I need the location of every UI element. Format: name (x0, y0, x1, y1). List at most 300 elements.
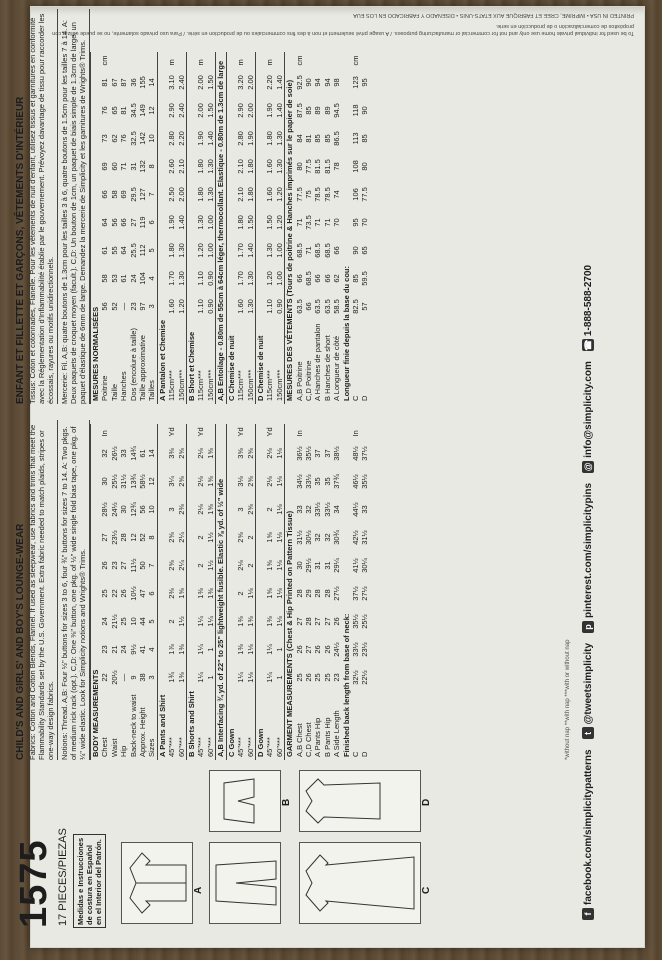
unit: m (236, 59, 246, 66)
cell-value: 1.90 (167, 215, 177, 230)
row-label: D (360, 751, 370, 757)
cell-value: 35 (322, 477, 332, 486)
cell-value: 2¼ (176, 560, 186, 571)
cell-value: 1¼ (265, 644, 275, 655)
cell-value: 14¾ (128, 446, 138, 461)
yardage-row (167, 52, 176, 404)
twitter-link[interactable]: t@tweetsimplicity (582, 643, 594, 739)
cell-value: 77.5 (294, 187, 304, 202)
cell-value: 2.10 (236, 159, 246, 174)
cell-value: 1.00 (205, 243, 215, 258)
unit: m (167, 59, 177, 66)
yardage-row (236, 52, 245, 404)
cell-value: 1 (205, 647, 215, 652)
unit (110, 424, 119, 439)
cell-value: 1⅝ (265, 532, 275, 543)
cell-value: 62 (109, 134, 119, 143)
figure-c-gown-drawing (299, 842, 421, 924)
cell-value: 82.5 (350, 299, 360, 314)
cell-value: 46½ (350, 474, 360, 489)
finished-length-row (351, 424, 360, 760)
cell-value: 10 (147, 505, 157, 514)
cell-value: 71 (313, 218, 323, 227)
cell-value: 29¼ (332, 558, 342, 573)
cell-value: 6 (147, 591, 157, 596)
unit: In (294, 430, 304, 437)
row-label: 60"*** (245, 737, 255, 757)
cell-value: 2.80 (167, 131, 177, 146)
cell-value: 37½ (360, 446, 370, 461)
cell-value: 59.5 (360, 271, 370, 286)
unit: cm (100, 55, 110, 66)
unit (304, 424, 313, 439)
cell-value: 37 (322, 449, 332, 458)
cell-value: 63.5 (322, 299, 332, 314)
cell-value: 85 (313, 134, 323, 143)
cell-value: 2.50 (167, 187, 177, 202)
row-label: 45"*** (196, 737, 206, 757)
cell-value: 2 (265, 507, 275, 512)
cell-value: 28 (119, 533, 129, 542)
cell-value: 94 (322, 78, 332, 87)
cell-value: 1⅜ (245, 616, 255, 627)
cell-value: 37¾ (332, 474, 342, 489)
cell-value: 97 (138, 302, 148, 311)
cell-value: 38 (138, 673, 148, 682)
cell-value: 74 (332, 190, 342, 199)
cell-value: 12 (147, 477, 157, 486)
cell-value: 1.80 (265, 131, 275, 146)
body-measurement-row (100, 52, 109, 404)
cell-value: 26 (119, 589, 129, 598)
cell-value: 44½ (350, 502, 360, 517)
cell-value: 1⅛ (274, 532, 284, 543)
row-label: D (360, 395, 370, 401)
cell-value: 26 (100, 561, 110, 570)
cell-value: 71 (303, 246, 313, 255)
cell-value: 23½ (109, 530, 119, 545)
cell-value: 2.10 (236, 187, 246, 202)
cell-value: 71 (119, 162, 129, 171)
cell-value: 1.30 (265, 243, 275, 258)
yardage-row (177, 52, 187, 404)
cell-value: 1.30 (205, 159, 215, 174)
cell-value: 33½ (322, 502, 332, 517)
cell-value: 32 (313, 533, 323, 542)
cell-value: 48½ (350, 446, 360, 461)
cell-value: 81.5 (322, 159, 332, 174)
cell-value: 26 (303, 673, 313, 682)
cell-value: 1.30 (274, 159, 284, 174)
cell-value: 11½ (128, 558, 138, 573)
cell-value: 1⅜ (236, 644, 246, 655)
cell-value: 64 (100, 218, 110, 227)
cell-value: 65 (360, 246, 370, 255)
cell-value: 26 (332, 617, 342, 626)
cell-value: 37½ (350, 586, 360, 601)
cell-value: 1.10 (196, 299, 206, 314)
cell-value: 1⅞ (167, 644, 177, 655)
row-label: B Pants Hip (322, 717, 332, 757)
cell-value: 21½ (109, 614, 119, 629)
cell-value: 3⅜ (167, 448, 177, 459)
cell-value: 1.80 (236, 215, 246, 230)
cell-value: 1.60 (167, 299, 177, 314)
cell-value: 26 (294, 645, 304, 654)
body-measurement-row (129, 52, 138, 404)
cell-value: 47 (138, 589, 148, 598)
yardage-row (206, 424, 216, 760)
cell-value: 92.5 (294, 75, 304, 90)
cell-value: 32.5 (128, 131, 138, 146)
cell-value: 30¼ (360, 558, 370, 573)
cell-value: 106 (350, 188, 360, 201)
cell-value: 3.20 (236, 75, 246, 90)
cell-value: 2.00 (245, 103, 255, 118)
garment-measurements-title: GARMENT MEASUREMENTS (Chest & Hip Printed on Pattern Tissue) (285, 424, 295, 760)
cell-value: 29.5 (128, 187, 138, 202)
cell-value: 1.90 (265, 103, 275, 118)
cell-value: 1.60 (236, 299, 246, 314)
cell-value: 30 (294, 561, 304, 570)
cell-value: 3 (167, 507, 177, 512)
finished-length-title: Finished back length from base of neck: (341, 613, 351, 757)
french-measurements-table (90, 52, 370, 404)
english-section (15, 420, 370, 760)
finished-length-row (351, 52, 360, 404)
cell-value: 68.5 (303, 271, 313, 286)
body-measurement-row (100, 424, 109, 760)
cell-value: 25½ (360, 614, 370, 629)
cell-value: 2⅛ (236, 560, 246, 571)
cell-value: 62 (332, 274, 342, 283)
cell-value: 20½ (109, 670, 119, 685)
body-measurement-row (138, 52, 147, 404)
cell-value: 37 (313, 449, 323, 458)
cell-value: 3.10 (167, 75, 177, 90)
cell-value: 52 (138, 533, 148, 542)
cell-value: 85 (322, 134, 332, 143)
cell-value: 104 (138, 272, 148, 285)
cell-value: 1.80 (196, 187, 206, 202)
email-link[interactable]: @info@simplicity.com (583, 361, 594, 472)
cell-value: 58 (100, 274, 110, 283)
unit (147, 424, 157, 439)
cell-value: 2 (167, 619, 177, 624)
cell-value: 64 (119, 246, 129, 255)
unit (177, 52, 187, 68)
yardage-row (265, 52, 274, 404)
cell-value: 23 (109, 561, 119, 570)
cell-value: 86.5 (332, 131, 342, 146)
cell-value: 77.5 (360, 187, 370, 202)
garment-measurements-title: MESURES DES VÊTEMENTS (Tours de poitrine & Hanches imprimés sur le papier de soie) (285, 52, 295, 404)
cell-value: 27 (313, 617, 323, 626)
cell-value: 5 (147, 248, 157, 253)
cell-value: 2.00 (196, 75, 206, 90)
cell-value: 2⅝ (176, 476, 186, 487)
yardage-row (167, 424, 176, 760)
row-label: 115cm*** (236, 370, 246, 401)
cell-value: 10 (128, 617, 138, 626)
cell-value: 66 (332, 246, 342, 255)
cell-value: 1⅝ (265, 560, 275, 571)
cell-value: 1⅜ (176, 644, 186, 655)
cell-value: 66 (322, 274, 332, 283)
finished-length-row (360, 424, 369, 760)
cell-value: 32 (322, 533, 332, 542)
cell-value: 66 (100, 190, 110, 199)
pinterest-icon: p (582, 621, 594, 633)
row-label: 115cm*** (167, 370, 177, 401)
cell-value: 24 (119, 645, 129, 654)
cell-value: 27 (303, 645, 313, 654)
cell-value: 85 (360, 134, 370, 143)
cell-value: 2⅝ (167, 532, 177, 543)
cell-value: 1.40 (245, 243, 255, 258)
french-fabrics: Tissus: Coton et cotonnades, Flanelle. Pour les vêtements de nuit d'enfant, utilisez tissus et garnitures en conformité avec la Réglementation d'Inflammabilité établie par le gouvernement. Prévoyez davantage de tissu pour raccorder les écossais, rayures ou motifs unidirectionnels. (28, 13, 55, 404)
cell-value: 23½ (360, 642, 370, 657)
cell-value: 55 (109, 246, 119, 255)
cell-value: 95 (360, 78, 370, 87)
cell-value: 32½ (350, 670, 360, 685)
cell-value: 68.5 (313, 243, 323, 258)
yardage-section-title: D Gown (255, 424, 265, 760)
body-measurement-row (138, 424, 147, 760)
finished-length-title: Longueur finie depuis la base du cou: (341, 265, 351, 401)
cell-value: 78.5 (322, 187, 332, 202)
cell-value: 25 (294, 673, 304, 682)
row-label: Hip (119, 745, 129, 757)
cell-value: 22 (100, 673, 110, 682)
cell-value: 2⅝ (167, 560, 177, 571)
cell-value: 28 (294, 589, 304, 598)
sizes-row (147, 424, 157, 760)
cell-value: 1.40 (274, 75, 284, 90)
cell-value: 24 (128, 274, 138, 283)
cell-value: 24½ (332, 642, 342, 657)
cell-value: 87.5 (294, 103, 304, 118)
body-measurement-row (129, 424, 138, 760)
cell-value: 2⅛ (196, 504, 206, 515)
cell-value: 71 (322, 218, 332, 227)
unit: cm (350, 55, 360, 66)
cell-value: 1.70 (236, 271, 246, 286)
cell-value: 4 (147, 276, 157, 281)
cell-value: 27 (294, 617, 304, 626)
cell-value: 2.20 (176, 131, 186, 146)
cell-value: 24½ (109, 502, 119, 517)
cell-value: 70 (332, 218, 342, 227)
cell-value: 9 (128, 675, 138, 680)
row-label: Hanches (119, 371, 129, 401)
cell-value: 1⅛ (274, 448, 284, 459)
cell-value: 30½ (303, 530, 313, 545)
yardage-section-title: C Chemise de nuit (226, 52, 236, 404)
yardage-section-title: A Pantalon et Chemise (157, 52, 167, 404)
pinterest-link[interactable]: ppinterest.com/simplicitypins (582, 483, 594, 633)
row-label: A Pants Hip (313, 717, 323, 757)
unit (313, 424, 322, 439)
row-label: 60"*** (176, 737, 186, 757)
cell-value: 2 (236, 591, 246, 596)
cell-value: 2.00 (196, 103, 206, 118)
yardage-row (177, 424, 187, 760)
cell-value: 80 (294, 162, 304, 171)
cell-value: 26 (313, 645, 323, 654)
row-label: A Side Length (332, 710, 342, 757)
printed-line: PRINTED IN USA • IMPRIMÉ, CREE ET FABRIQUE AUX ÉTATS-UNIS • DISEÑADO Y FABRICADO EN LOS EUA (353, 12, 634, 18)
cell-value: 87 (119, 78, 129, 87)
cell-value: 2 (245, 535, 255, 540)
cell-value: 1 (274, 675, 284, 680)
row-label: A Longueur de côté (332, 335, 342, 401)
cell-value: 61 (100, 246, 110, 255)
cell-value: 1 (274, 647, 284, 652)
cell-value: 89 (313, 106, 323, 115)
cell-value: 35 (313, 477, 323, 486)
cell-value: 31 (322, 561, 332, 570)
unit (110, 52, 119, 68)
cell-value: 8 (147, 535, 157, 540)
cell-value: 32 (303, 505, 313, 514)
cell-value: 1.40 (205, 131, 215, 146)
cell-value: 2 (196, 535, 206, 540)
cell-value: 3⅝ (236, 448, 246, 459)
body-measurement-row (110, 424, 119, 760)
cell-value: 25 (119, 617, 129, 626)
cell-value: 1.80 (245, 159, 255, 174)
row-label: 115cm*** (265, 370, 275, 401)
unit: Yd (167, 427, 177, 437)
spanish-note: Medidas e Instrucciones de costura en Español en el Interior del Patrón. (73, 834, 106, 928)
cell-value: 2.20 (265, 75, 275, 90)
cell-value: 65 (109, 106, 119, 115)
cell-value: 1⅛ (274, 588, 284, 599)
cell-value: 2.10 (176, 159, 186, 174)
unit (304, 52, 313, 68)
cell-value: 84 (294, 134, 304, 143)
cell-value: 2.80 (236, 131, 246, 146)
cell-value: 69 (119, 190, 129, 199)
cell-value: 1½ (205, 532, 215, 543)
cell-value: 1¼ (196, 616, 206, 627)
cell-value: 2.60 (167, 159, 177, 174)
cell-value: 1.30 (274, 131, 284, 146)
cell-value: 1.40 (176, 215, 186, 230)
garment-measurement-row (295, 52, 304, 404)
cell-value: 75 (303, 190, 313, 199)
cell-value: 44 (138, 617, 148, 626)
cell-value: 6 (147, 220, 157, 225)
finished-length-row (360, 52, 369, 404)
facebook-link[interactable]: ffacebook.com/simplicitypatterns (582, 749, 594, 920)
cell-value: 1.30 (205, 187, 215, 202)
email-icon: @ (583, 462, 593, 472)
cell-value: 1.50 (205, 75, 215, 90)
cell-value: 34½ (294, 474, 304, 489)
garment-measurement-row (313, 424, 322, 760)
cell-value: 78 (332, 162, 342, 171)
cell-value: 81 (100, 78, 110, 87)
cell-value: 1.50 (245, 215, 255, 230)
row-label: 45"*** (265, 737, 275, 757)
cell-value: 1.70 (167, 271, 177, 286)
cell-value: 26 (322, 645, 332, 654)
cell-value: 42½ (350, 530, 360, 545)
cell-value: 35½ (303, 446, 313, 461)
body-measurement-row (119, 52, 128, 404)
unit (147, 52, 157, 68)
row-label: C (350, 395, 360, 401)
cell-value: 1 (205, 675, 215, 680)
cell-value: 13¾ (128, 474, 138, 489)
footnote: *without nap **with nap ***with or without nap (565, 639, 571, 760)
english-fabrics: Fabrics: Cotton and Cotton Blends, Flannel. If used as sleepwear, use fabrics and trims that meet the Flammability Standards set by the U.S. Government. Extra fabric needed to match plaids, stripes or one-way design fabrics. (28, 424, 55, 760)
cell-value: 30¾ (332, 530, 342, 545)
cell-value: 1.40 (274, 103, 284, 118)
cell-value: 34.5 (128, 103, 138, 118)
cell-value: 27 (119, 561, 129, 570)
cell-value: 1.20 (196, 243, 206, 258)
cell-value: 56 (138, 505, 148, 514)
cell-value: 23 (332, 673, 342, 682)
cell-value: 112 (138, 244, 148, 257)
cell-value: 14 (147, 449, 157, 458)
cell-value: 2⅜ (167, 588, 177, 599)
cell-value: 58½ (138, 474, 148, 489)
cell-value: 7 (147, 563, 157, 568)
envelope-back-page (9, 2, 609, 932)
cell-value: 2⅝ (176, 448, 186, 459)
cell-value: 0.90 (274, 299, 284, 314)
cell-value: 12 (128, 533, 138, 542)
cell-value: 95 (350, 218, 360, 227)
cell-value: 2 (196, 563, 206, 568)
figure-d-gown-drawing (299, 770, 421, 832)
cell-value: 22 (109, 589, 119, 598)
social-bar (579, 0, 597, 920)
cell-value: 1⅜ (265, 616, 275, 627)
cell-value: 25½ (109, 474, 119, 489)
cell-value: 81.5 (313, 159, 323, 174)
cell-value: 1.10 (265, 299, 275, 314)
body-measurements-title: BODY MEASUREMENTS (91, 424, 101, 760)
cell-value: 9½ (128, 644, 138, 655)
cell-value: 1.20 (274, 187, 284, 202)
cell-value: 119 (138, 216, 148, 229)
unit: In (100, 430, 110, 437)
cell-value: 1⅝ (205, 476, 215, 487)
cell-value: 70 (360, 218, 370, 227)
cell-value: 2.90 (167, 103, 177, 118)
cell-value: 23 (100, 645, 110, 654)
row-label: 150cm*** (176, 369, 186, 401)
cell-value: 31½ (294, 530, 304, 545)
cell-value: 1.20 (176, 299, 186, 314)
row-label: 45"*** (236, 737, 246, 757)
row-label: Tailles (147, 380, 157, 401)
yardage-section-title: B Short et Chemise (187, 52, 197, 404)
cell-value: 1.30 (176, 271, 186, 286)
facebook-icon: f (582, 908, 594, 920)
row-label: Approx. Height (138, 707, 148, 757)
unit (360, 424, 369, 439)
row-label: A Hanches de pantalon (313, 323, 323, 401)
cell-value: 25.5 (128, 243, 138, 258)
cell-value: 23 (128, 302, 138, 311)
cell-value: 52 (109, 302, 119, 311)
